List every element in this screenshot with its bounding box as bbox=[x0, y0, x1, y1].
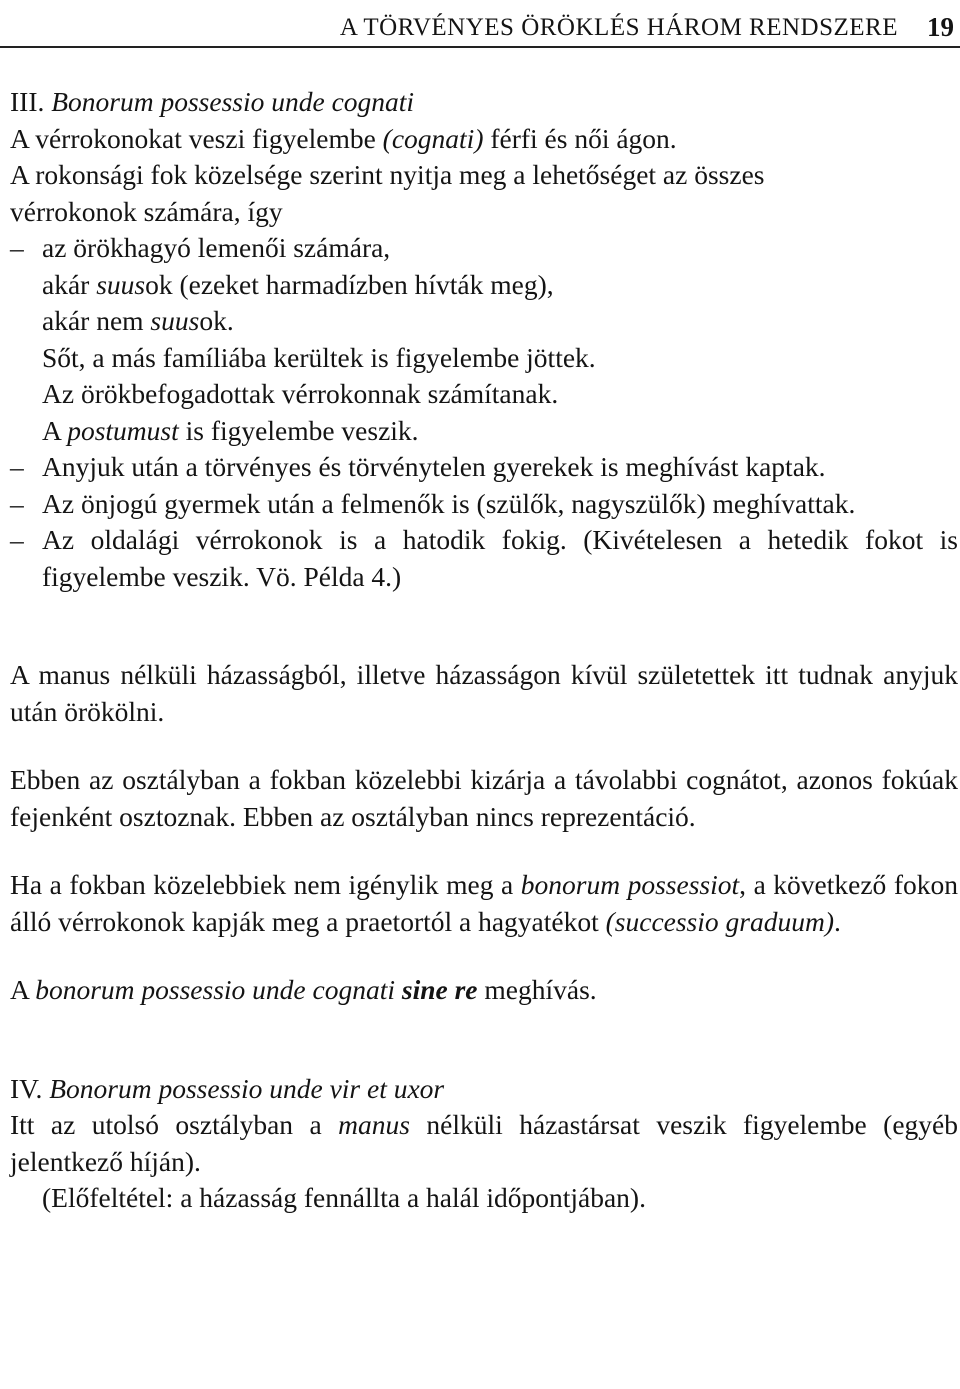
section-iii-line: vérrokonok számára, így bbox=[10, 195, 283, 227]
section-iv-condition: (Előfeltétel: a házasság fennállta a halál időpontjában). bbox=[42, 1182, 646, 1213]
paragraph-degree: Ebben az osztályban a fokban közelebbi kizárja a távolabbi cognátot, azonos fokúak fejenként osztoznak. Ebben az osztályban nincs reprezentáció. bbox=[10, 764, 958, 832]
running-title: A TÖRVÉNYES ÖRÖKLÉS HÁROM RENDSZERE bbox=[339, 14, 898, 41]
list-dash: – bbox=[10, 232, 24, 263]
list-dash: – bbox=[10, 487, 24, 519]
list-item-mother: – Anyjuk után a törvényes és törvénytelen gyerekek is meghívást kaptak. bbox=[10, 449, 958, 486]
list-dash: – bbox=[10, 451, 24, 482]
paragraph-sine-re: A bonorum possessio unde cognati sine re meghívás. bbox=[10, 974, 597, 1005]
section-iii bbox=[10, 84, 958, 595]
section-iii-intro: A vérrokonokat veszi figyelembe (cognati) férfi és női ágon. bbox=[10, 122, 677, 154]
running-header bbox=[0, 8, 960, 48]
section-iii-numeral: III. bbox=[10, 86, 45, 117]
section-iv-numeral: IV. bbox=[10, 1072, 43, 1104]
list-item-ascendants: – Az önjogú gyermek után a felmenők is (szülők, nagyszülők) meghívattak. bbox=[10, 486, 958, 523]
section-iii-line: A rokonsági fok közelsége szerint nyitja meg a lehetőséget az összes bbox=[10, 159, 765, 190]
list-item-collaterals: – Az oldalági vérrokonok is a hatodik fokig. (Kivételesen a hetedik fokot is figyelembe veszik. Vö. Példa 4.) bbox=[10, 522, 958, 595]
section-iv-heading bbox=[10, 1071, 958, 1108]
list-item-descendants: – az örökhagyó lemenői számára, akár suusok (ezeket harmadízben hívták meg), akár nem suusok. Sőt, a más famíliába kerültek is figyelembe jöttek. Az örökbefogadottak vérrokonnak számítanak. A postumust is figyelembe veszik. bbox=[10, 230, 958, 449]
list-dash: – bbox=[10, 524, 24, 555]
page-number: 19 bbox=[927, 12, 954, 42]
page-body bbox=[10, 84, 958, 1217]
paragraph-manus: A manus nélküli házasságból, illetve házasságon kívül születettek itt tudnak anyjuk után örökölni. bbox=[10, 659, 958, 727]
section-iii-title: Bonorum possessio unde cognati bbox=[51, 86, 415, 117]
section-iv-title: Bonorum possessio unde vir et uxor bbox=[49, 1072, 445, 1104]
section-iv-text: Itt az utolsó osztályban a manus nélküli házastársat veszik figyelembe (egyéb jelentkező híján). bbox=[10, 1109, 958, 1177]
section-iii-heading bbox=[10, 84, 958, 121]
section-iv bbox=[10, 1071, 958, 1217]
paragraph-successio-graduum: Ha a fokban közelebbiek nem igénylik meg a bonorum possessiot, a következő fokon álló vérrokonok kapják meg a praetortól a hagyatékot (successio graduum). bbox=[10, 869, 958, 937]
